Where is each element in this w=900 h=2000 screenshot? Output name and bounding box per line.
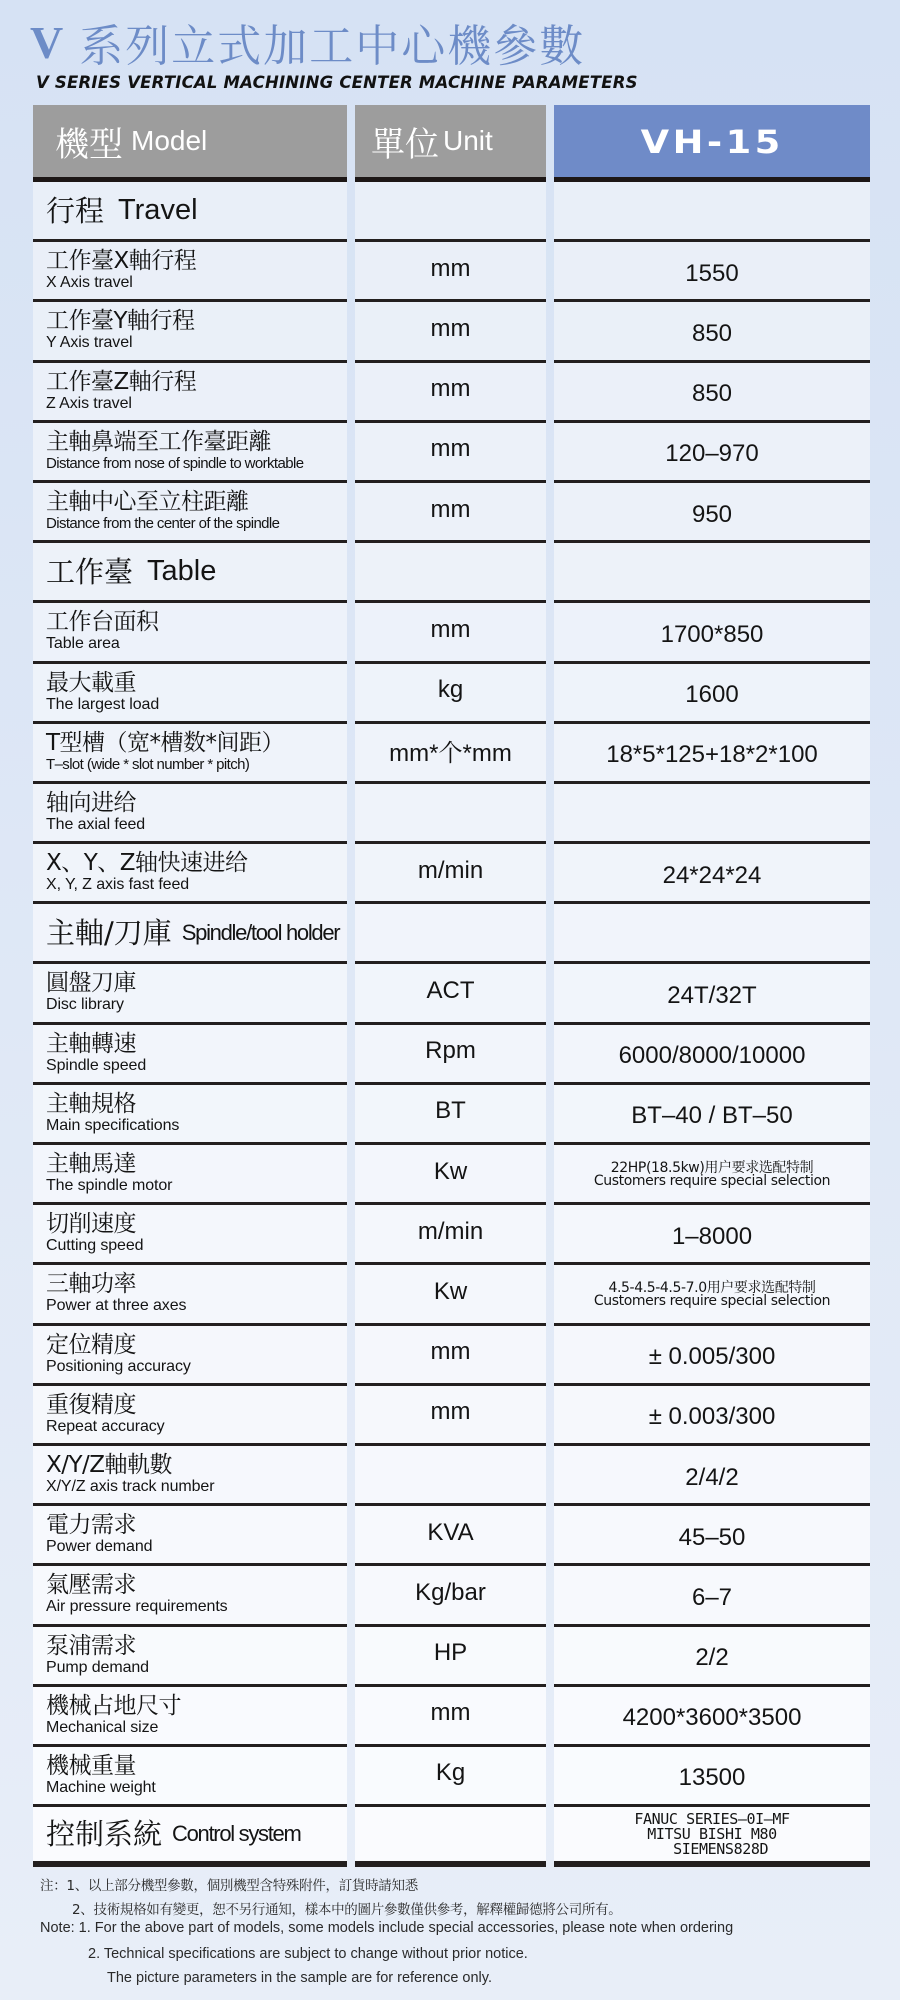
note-en-3: The picture parameters in the sample are for reference only. xyxy=(107,1970,492,1986)
param-name-en: T–slot (wide * slot number * pitch) xyxy=(46,755,250,773)
param-name-cn: 三軸功率 xyxy=(46,1271,136,1298)
param-name-cell xyxy=(33,1566,347,1626)
unit-cell: HP xyxy=(355,1627,546,1687)
unit-cell: Kg/bar xyxy=(355,1566,546,1626)
param-name-en: Y Axis travel xyxy=(46,334,133,352)
table-row xyxy=(33,1627,870,1687)
unit-cell: mm xyxy=(355,423,546,483)
param-name-cell xyxy=(33,182,347,242)
unit-cell: mm xyxy=(355,1326,546,1386)
table-row xyxy=(33,242,870,302)
param-name-cn: 工作臺Z軸行程 xyxy=(46,368,197,395)
section-row xyxy=(33,543,870,603)
table-row xyxy=(33,844,870,904)
unit-cell: Kw xyxy=(355,1145,546,1205)
param-name-cn: X、Y、Z轴快速进给 xyxy=(46,850,248,877)
page-subtitle: V SERIES VERTICAL MACHINING CENTER MACHINE PARAMETERS xyxy=(36,73,638,92)
param-name-cn: 重復精度 xyxy=(46,1391,136,1418)
table-row xyxy=(33,1566,870,1626)
param-name-cn: 電力需求 xyxy=(46,1512,136,1539)
section-title-cn: 行程 xyxy=(46,193,105,228)
param-name-cell xyxy=(33,242,347,302)
param-name-cell xyxy=(33,1747,347,1807)
param-name-cn: 主軸轉速 xyxy=(46,1030,136,1057)
param-name-cell xyxy=(33,1085,347,1145)
value-cell: 2/4/2 xyxy=(554,1446,870,1506)
value-line: FANUC SERIES–0I–MF xyxy=(634,1809,790,1828)
unit-cell: mm xyxy=(355,1386,546,1446)
value-cell: 850 xyxy=(554,363,870,423)
param-name-en: Disc library xyxy=(46,996,124,1014)
section-row xyxy=(33,182,870,242)
unit-cell: Kg xyxy=(355,1747,546,1807)
section-row xyxy=(33,904,870,964)
unit-cell: ACT xyxy=(355,964,546,1024)
param-name-cn: 泵浦需求 xyxy=(46,1632,136,1659)
table-row xyxy=(33,1506,870,1566)
unit-cell: BT xyxy=(355,1085,546,1145)
param-name-cn: 主軸馬達 xyxy=(46,1151,136,1177)
value-line: SIEMENS828D xyxy=(655,1839,769,1858)
value-line: Customers require special selection xyxy=(593,1172,831,1189)
unit-cell: mm xyxy=(355,1687,546,1747)
value-cell: 4200*3600*3500 xyxy=(554,1687,870,1747)
param-name-en: Machine weight xyxy=(46,1778,156,1796)
value-cell: 850 xyxy=(554,302,870,362)
param-name-en: Table area xyxy=(46,635,120,653)
param-name-cn: 轴向进给 xyxy=(46,789,136,816)
unit-cell xyxy=(355,784,546,844)
value-cell: 1550 xyxy=(554,242,870,302)
table-body xyxy=(33,182,870,1867)
param-name-cn: 氣壓需求 xyxy=(46,1572,136,1599)
table-row xyxy=(33,1446,870,1506)
unit-cell: mm xyxy=(355,603,546,663)
page-title xyxy=(30,14,585,70)
title-prefix: V xyxy=(30,16,66,68)
unit-cell xyxy=(355,1446,546,1506)
param-name-en: X, Y, Z axis fast feed xyxy=(46,876,190,894)
table-row xyxy=(33,1326,870,1386)
table-row xyxy=(33,1265,870,1325)
param-name-en: The largest load xyxy=(46,695,160,713)
unit-cell xyxy=(355,904,546,964)
param-name-cn: 機械占地尺寸 xyxy=(46,1692,181,1719)
section-title-cn: 控制系統 xyxy=(46,1817,163,1852)
table-row xyxy=(33,784,870,844)
param-name-en: Pump demand xyxy=(46,1658,149,1676)
table-row xyxy=(33,1025,870,1085)
param-name-cn: 主軸規格 xyxy=(46,1090,136,1117)
table-row xyxy=(33,964,870,1024)
table-row xyxy=(33,1386,870,1446)
table-row xyxy=(33,363,870,423)
note-en-2: 2. Technical specifications are subject to change without prior notice. xyxy=(88,1946,528,1962)
section-title-en: Control system xyxy=(172,1821,301,1847)
value-cell xyxy=(554,1807,870,1867)
param-name-cell xyxy=(33,844,347,904)
table-row xyxy=(33,1687,870,1747)
value-line: 4.5-4.5-4.5-7.0用户要求选配特制 xyxy=(608,1279,816,1296)
value-cell xyxy=(554,543,870,603)
param-name-cell xyxy=(33,1687,347,1747)
header-unit-en: Unit xyxy=(443,125,493,156)
section-title-en: Spindle/tool holder xyxy=(181,919,340,945)
unit-cell: Rpm xyxy=(355,1025,546,1085)
value-cell xyxy=(554,1265,870,1325)
value-cell: 18*5*125+18*2*100 xyxy=(554,724,870,784)
header-model-en: Model xyxy=(131,125,208,156)
value-cell: 13500 xyxy=(554,1747,870,1807)
value-cell xyxy=(554,784,870,844)
param-name-cell xyxy=(33,1807,347,1867)
value-line: 22HP(18.5kw)用户要求选配特制 xyxy=(610,1159,814,1176)
header-unit-cn: 單位 xyxy=(371,124,439,165)
param-name-en: Power at three axes xyxy=(46,1297,187,1315)
value-cell xyxy=(554,1145,870,1205)
param-name-cell xyxy=(33,724,347,784)
unit-cell xyxy=(355,1807,546,1867)
param-name-en: Repeat accuracy xyxy=(46,1417,165,1435)
note-cn-1: 注：1、以上部分機型參數，個別機型含特殊附件，訂貨時請知悉 xyxy=(40,1878,418,1894)
unit-cell: KVA xyxy=(355,1506,546,1566)
value-cell: BT–40 / BT–50 xyxy=(554,1085,870,1145)
section-row xyxy=(33,1807,870,1867)
table-row xyxy=(33,1747,870,1807)
param-name-cn: 主軸鼻端至工作臺距離 xyxy=(46,428,271,455)
table-header xyxy=(33,105,870,182)
value-cell: 6000/8000/10000 xyxy=(554,1025,870,1085)
param-name-cell xyxy=(33,784,347,844)
value-cell: ± 0.003/300 xyxy=(554,1386,870,1446)
param-name-cn: 工作臺Y軸行程 xyxy=(46,308,195,335)
unit-cell: mm xyxy=(355,242,546,302)
param-name-cell xyxy=(33,904,347,964)
param-name-en: X Axis travel xyxy=(46,274,133,292)
param-name-en: Z Axis travel xyxy=(46,394,132,412)
param-name-cn: 切削速度 xyxy=(46,1211,136,1238)
param-name-en: Air pressure requirements xyxy=(46,1598,228,1616)
unit-cell: kg xyxy=(355,664,546,724)
table-row xyxy=(33,603,870,663)
value-cell xyxy=(554,182,870,242)
value-line: Customers require special selection xyxy=(593,1292,831,1309)
param-name-cn: 機械重量 xyxy=(46,1752,136,1779)
unit-cell xyxy=(355,543,546,603)
spec-table xyxy=(33,105,870,1867)
table-row xyxy=(33,664,870,724)
header-unit xyxy=(355,105,546,182)
param-name-cell xyxy=(33,664,347,724)
title-text: 系列立式加工中心機參數 xyxy=(79,21,586,72)
param-name-en: Distance from nose of spindle to worktable xyxy=(46,454,304,472)
unit-cell: m/min xyxy=(355,1205,546,1265)
value-cell: 950 xyxy=(554,483,870,543)
table-row xyxy=(33,483,870,543)
table-row xyxy=(33,423,870,483)
param-name-cell xyxy=(33,1627,347,1687)
param-name-cell xyxy=(33,1326,347,1386)
model-name: VH-15 xyxy=(640,123,784,161)
section-title-cn: 工作臺 xyxy=(46,554,134,589)
header-model-cn: 機型 xyxy=(55,124,123,165)
param-name-en: Mechanical size xyxy=(46,1718,159,1736)
unit-cell: mm xyxy=(355,483,546,543)
param-name-cell xyxy=(33,964,347,1024)
value-cell xyxy=(554,904,870,964)
param-name-cn: 工作台面积 xyxy=(46,609,159,636)
param-name-en: Cutting speed xyxy=(46,1237,144,1255)
section-title-en: Table xyxy=(147,555,217,588)
param-name-cn: 最大載重 xyxy=(46,669,136,696)
value-cell: 1–8000 xyxy=(554,1205,870,1265)
param-name-cn: 圓盤刀庫 xyxy=(46,970,136,997)
value-line: MITSU BISHI M80 xyxy=(647,1824,777,1843)
param-name-cell xyxy=(33,302,347,362)
value-cell: 24*24*24 xyxy=(554,844,870,904)
value-cell: 120–970 xyxy=(554,423,870,483)
param-name-cn: 工作臺X軸行程 xyxy=(46,248,197,275)
param-name-cell xyxy=(33,543,347,603)
value-cell: 2/2 xyxy=(554,1627,870,1687)
param-name-cell xyxy=(33,1265,347,1325)
param-name-cn: 定位精度 xyxy=(46,1331,136,1358)
value-cell: 1700*850 xyxy=(554,603,870,663)
param-name-en: The spindle motor xyxy=(46,1177,173,1194)
unit-cell: m/min xyxy=(355,844,546,904)
param-name-cell xyxy=(33,483,347,543)
table-row xyxy=(33,1145,870,1205)
param-name-cell xyxy=(33,1446,347,1506)
value-cell: 45–50 xyxy=(554,1506,870,1566)
note-en-1: Note: 1. For the above part of models, some models include special accessories, please note when ordering xyxy=(40,1920,734,1936)
param-name-cell xyxy=(33,363,347,423)
table-row xyxy=(33,1205,870,1265)
note-cn-2: 2、技術規格如有變更，恕不另行通知，樣本中的圖片參數僅供參考，解釋權歸德將公司所有。 xyxy=(72,1902,622,1918)
table-row xyxy=(33,1085,870,1145)
param-name-cell xyxy=(33,1145,347,1205)
section-title-en: Travel xyxy=(118,194,198,227)
param-name-en: Positioning accuracy xyxy=(46,1357,191,1375)
value-cell: 1600 xyxy=(554,664,870,724)
param-name-en: Distance from the center of the spindle xyxy=(46,514,280,532)
value-cell: ± 0.005/300 xyxy=(554,1326,870,1386)
param-name-cell xyxy=(33,603,347,663)
param-name-en: The axial feed xyxy=(46,815,146,833)
param-name-cell xyxy=(33,1205,347,1265)
param-name-en: Main specifications xyxy=(46,1116,180,1134)
unit-cell xyxy=(355,182,546,242)
unit-cell: mm xyxy=(355,302,546,362)
param-name-en: Power demand xyxy=(46,1538,153,1556)
param-name-cn: X/Y/Z軸軌數 xyxy=(46,1451,173,1478)
param-name-cell xyxy=(33,1506,347,1566)
param-name-cell xyxy=(33,1386,347,1446)
unit-cell: mm*个*mm xyxy=(355,724,546,784)
unit-cell: mm xyxy=(355,363,546,423)
param-name-cell xyxy=(33,1025,347,1085)
param-name-cn: T型槽（宽*槽数*间距） xyxy=(46,729,285,756)
section-title-cn: 主軸/刀庫 xyxy=(46,915,172,950)
value-cell: 24T/32T xyxy=(554,964,870,1024)
param-name-cell xyxy=(33,423,347,483)
param-name-cn: 主軸中心至立柱距離 xyxy=(46,488,249,515)
value-cell: 6–7 xyxy=(554,1566,870,1626)
table-row xyxy=(33,302,870,362)
table-row xyxy=(33,724,870,784)
param-name-en: Spindle speed xyxy=(46,1056,147,1074)
unit-cell: Kw xyxy=(355,1265,546,1325)
param-name-en: X/Y/Z axis track number xyxy=(46,1477,215,1495)
header-model xyxy=(33,105,347,182)
header-model-vh15 xyxy=(554,105,870,182)
